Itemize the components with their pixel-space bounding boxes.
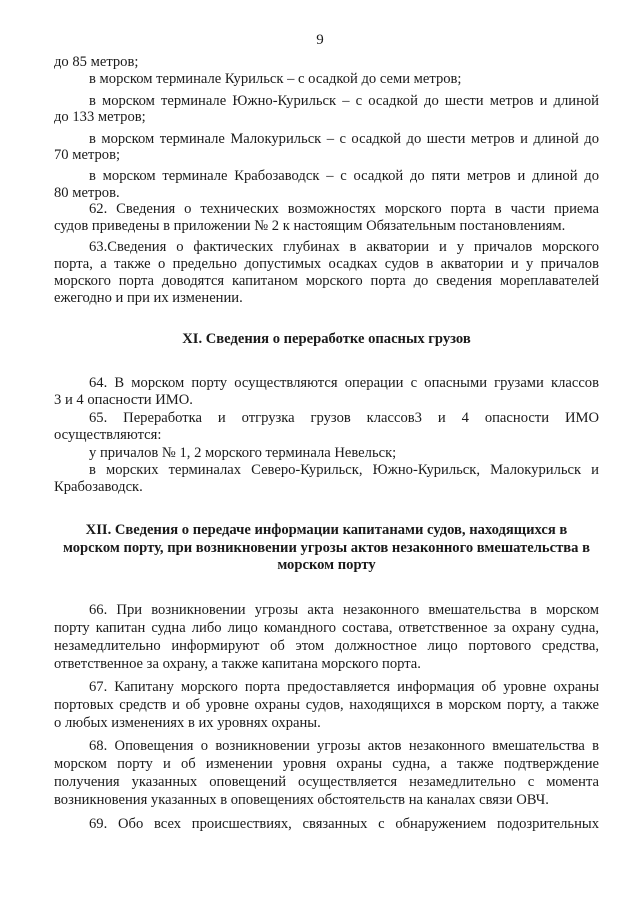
text-line: 70 метров; [54,147,121,163]
section-heading: XI. Сведения о переработке опасных грузов [182,331,471,347]
text-line: в морском терминале Курильск – с осадкой до семи метров; [89,71,462,87]
text-line: в морском терминале Крабозаводск – с осадкой до пяти метров и длиной до [89,168,599,184]
text-line: морского порта доводятся капитаном морского порта до сведения мореплавателей [54,273,599,289]
text-line: 63.Сведения о фактических глубинах в акватории и у причалов морского [89,239,599,255]
section-heading: морском порту [277,557,376,573]
text-line: ежегодно и при их изменении. [54,290,243,306]
text-line: у причалов № 1, 2 морского терминала Невельск; [89,445,397,461]
text-line: получения указанных оповещений осуществляется незамедлительно с момента [54,774,599,790]
text-line: до 85 метров; [54,54,139,70]
text-line: морском порту и об изменении уровня охраны судна, а также подтверждение [54,756,599,772]
text-line: в морских терминалах Северо-Курильск, Южно-Курильск, Малокурильск и [89,462,599,478]
section-heading: XII. Сведения о передаче информации капитанами судов, находящихся в [85,522,568,538]
section-heading: морском порту, при возникновении угрозы актов незаконного вмешательства в [63,540,590,556]
text-line: порта, а также о предельно допустимых осадках судов в акватории и у причалов [54,256,599,272]
text-line: в морском терминале Малокурильск – с осадкой до шести метров и длиной до [89,131,599,147]
text-line: до 133 метров; [54,109,146,125]
text-line: 67. Капитану морского порта предоставляется информация об уровне охраны [89,679,599,695]
text-line: 65. Переработка и отгрузка грузов классов3 и 4 опасности ИМО [89,410,599,426]
text-line: 68. Оповещения о возникновении угрозы актов незаконного вмешательства в [89,738,599,754]
text-line: 80 метров. [54,185,120,201]
text-line: Крабозаводск. [54,479,143,495]
text-line: порту капитан судна либо лицо командного состава, ответственное за охрану судна, [54,620,599,636]
text-line: ответственное за охрану, а также капитана морского порта. [54,656,421,672]
text-line: о любых изменениях в их уровнях охраны. [54,715,321,731]
text-line: незамедлительно информируют об этом должностное лицо портового средства, [54,638,599,654]
text-line: 66. При возникновении угрозы акта незаконного вмешательства в морском [89,602,599,618]
text-line: в морском терминале Южно-Курильск – с осадкой до шести метров и длиной [89,93,599,109]
text-line: осуществляются: [54,427,162,443]
text-line: портовых средств и об уровне охраны судов, находящихся в морском порту, а также [54,697,599,713]
text-line: 69. Обо всех происшествиях, связанных с обнаружением подозрительных [89,816,599,832]
text-line: 3 и 4 опасности ИМО. [54,392,193,408]
text-line: возникновения указанных в оповещениях обстоятельств на каналах связи ОВЧ. [54,792,549,808]
text-line: 62. Сведения о технических возможностях морского порта в части приема [89,201,599,217]
text-line: судов приведены в приложении № 2 к настоящим Обязательным постановлениям. [54,218,566,234]
text-line: 64. В морском порту осуществляются операции с опасными грузами классов [89,375,599,391]
page-number: 9 [316,32,324,48]
